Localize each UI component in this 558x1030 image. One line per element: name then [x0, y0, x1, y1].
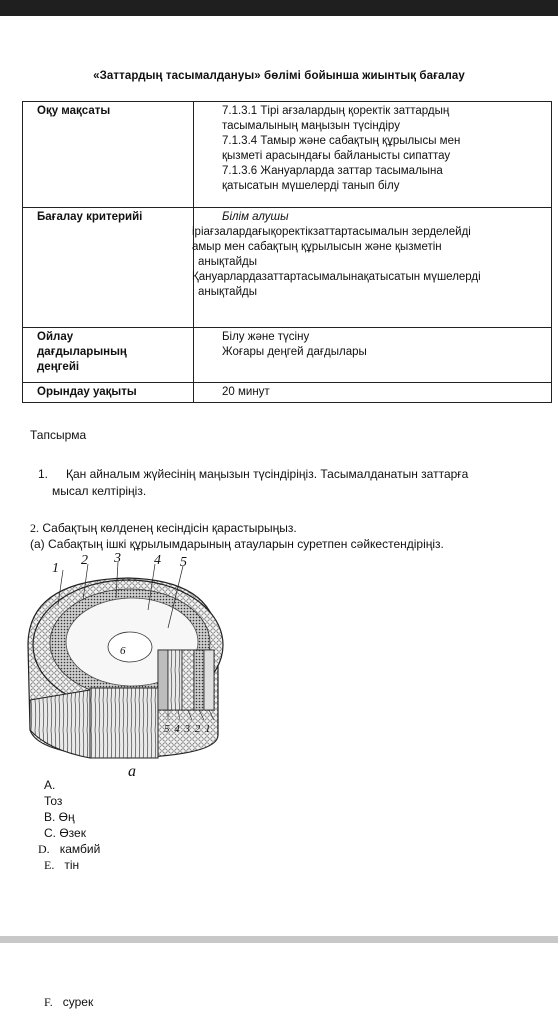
option-b: В. Өң [44, 810, 75, 824]
page-separator [0, 936, 558, 943]
criteria-line: іріағзалардағықоректікзаттартасымалын зерделейді [192, 226, 471, 238]
task-heading: Тапсырма [30, 428, 87, 442]
figure-label-4: 4 [154, 553, 161, 568]
answer-options [30, 777, 100, 873]
time-value: 20 минут [194, 383, 552, 403]
page-title: «Заттардың тасымалдануы» бөлімі бойынша жиынтық бағалау [93, 70, 465, 82]
objective-line: 7.1.3.4 Тамыр және сабақтың құрылысы мен [222, 135, 461, 147]
table-row-thinking [23, 328, 552, 383]
thinking-label-line: дағдыларының [37, 346, 127, 358]
criteria-cell [194, 208, 552, 328]
stem-cross-section-figure [18, 550, 248, 780]
objectives-label: Оқу мақсаты [23, 102, 194, 208]
option-d-letter: D. [38, 842, 50, 856]
option-a-letter: А. [44, 778, 56, 792]
option-e [30, 857, 100, 873]
objective-line: тасымалының маңызын түсіндіру [222, 120, 400, 132]
question-2-number: 2. [30, 521, 39, 535]
figure-caption: а [128, 763, 136, 780]
assessment-table [22, 101, 552, 403]
objective-line: қызметі арасындағы байланысты сипаттау [222, 150, 451, 162]
objective-line: 7.1.3.1 Тірі ағзалардың қоректік заттардың [222, 105, 450, 117]
criteria-level: Білім алушы [222, 211, 289, 223]
thinking-value: Жоғары деңгей дағдылары [222, 346, 367, 358]
option-d [30, 841, 100, 857]
figure-label-6: 6 [120, 645, 126, 657]
option-d-text: камбий [59, 842, 101, 856]
figure-label-3: 3 [114, 551, 121, 566]
criteria-line: анықтайды [198, 256, 257, 268]
figure-side-labels: 5 4 3 2 1 [164, 723, 212, 735]
option-f [44, 995, 93, 1010]
table-row-criteria [23, 208, 552, 328]
time-label: Орындау уақыты [23, 383, 194, 403]
option-f-text: сурек [62, 995, 94, 1009]
top-bar [0, 0, 558, 16]
figure-label-2: 2 [81, 553, 88, 568]
thinking-label-line: деңгейі [37, 361, 80, 373]
objectives-cell [194, 102, 552, 208]
criteria-label: Бағалау критерийі [23, 208, 194, 328]
question-1-number: 1. [38, 467, 49, 481]
thinking-value: Білу және түсіну [222, 331, 310, 343]
objective-line: 7.1.3.6 Жануарларда заттар тасымалына [222, 165, 443, 177]
option-f-letter: F. [44, 995, 53, 1009]
option-e-text: тін [64, 858, 80, 872]
question-1 [38, 466, 548, 500]
criteria-line: Қануарлардазаттартасымалынақатысатын мүшелерді [192, 271, 481, 283]
figure-label-1: 1 [52, 561, 59, 576]
criteria-line: анықтайды [198, 286, 257, 298]
question-2-text: Сабақтың көлденең кесіндісін қарастырыңыз. [42, 521, 297, 535]
question-2a-text: (а) Сабақтың ішкі құрылымдарының атауларын суретпен сәйкестендіріңіз. [30, 537, 444, 551]
figure-label-5: 5 [180, 555, 187, 570]
thinking-label [23, 328, 194, 383]
table-row-time [23, 383, 552, 403]
objective-line: қатысатын мүшелерді танып білу [222, 180, 400, 192]
question-1-text-cont: мысал келтіріңіз. [52, 484, 147, 498]
option-e-letter: E. [44, 858, 55, 872]
option-c: С. Өзек [44, 826, 86, 840]
question-1-text: Қан айналым жүйесінің маңызын түсіндіріңіз. Тасымалданатын заттарға [66, 467, 469, 481]
thinking-label-line: Ойлау [37, 331, 74, 343]
question-2 [30, 520, 444, 552]
option-a-text: Тоз [44, 794, 63, 808]
thinking-cell [194, 328, 552, 383]
table-row-objectives [23, 102, 552, 208]
criteria-line: амыр мен сабақтың құрылысын және қызметін [192, 241, 442, 253]
